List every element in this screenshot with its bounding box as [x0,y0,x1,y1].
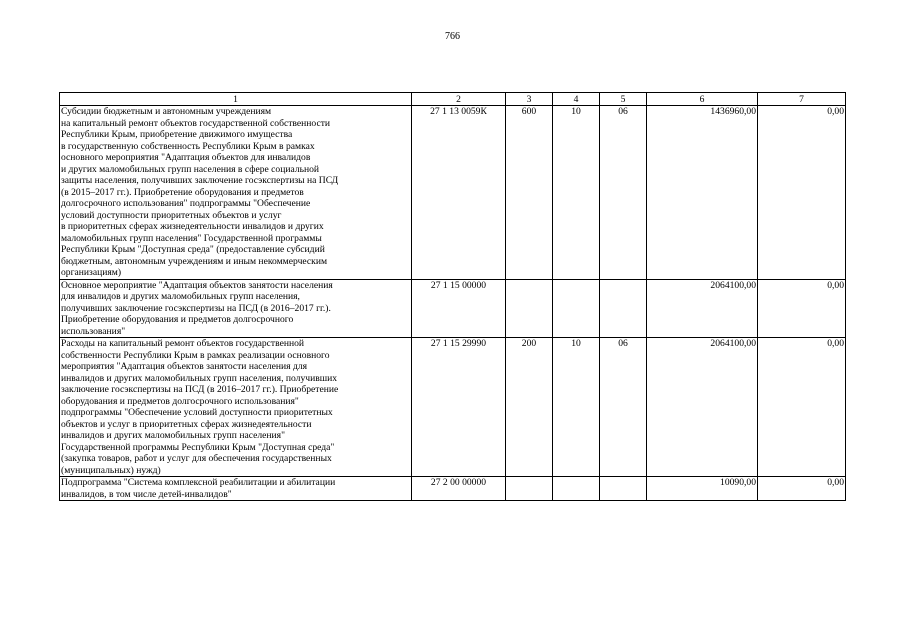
row-code: 27 1 15 00000 [412,279,506,338]
row-code: 27 1 13 0059К [412,106,506,280]
description-line: условий доступности приоритетных объектов и услуг [61,209,282,221]
description-line: инвалидов, в том числе детей-инвалидов" [61,488,232,500]
row-col-7-amount: 0,00 [758,106,846,280]
row-col-3 [506,279,553,338]
header-col-3: 3 [506,93,553,106]
table-row [60,338,846,477]
header-row [60,93,846,106]
description-line: подпрограммы "Обеспечение условий доступности приоритетных [61,407,333,418]
row-col-6-amount: 1436960,00 [647,106,758,280]
description-line: долгосрочного использования" подпрограммы "Обеспечение [61,198,311,209]
row-col-5 [600,279,647,338]
page-number: 766 [445,31,460,42]
row-col-7-amount: 0,00 [758,477,846,501]
table-row [60,279,846,338]
description-line: маломобильных групп населения" Государственной программы [61,232,322,244]
row-col-3: 200 [506,338,553,477]
header-col-5: 5 [600,93,647,106]
description-line: в приоритетных сферах жизнедеятельности инвалидов и других [61,221,324,232]
description-line: Основное мероприятие "Адаптация объектов занятости населения [61,279,333,291]
row-col-6-amount: 2064100,00 [647,279,758,338]
table-row [60,477,846,501]
description-line: получивших заключение госэкспертизы на ПСД (в 2016–2017 гг.). [61,302,331,314]
row-col-7-amount: 0,00 [758,279,846,338]
description-line: собственности Республики Крым в рамках реализации основного [61,349,330,361]
row-col-4: 10 [553,338,600,477]
row-description [60,338,412,477]
description-line: организациям) [61,267,122,278]
description-line: защиты населения, получивших заключение госэкспертизы на ПСД [61,175,339,186]
table-row [60,106,846,280]
description-line: Государственной программы Республики Крым "Доступная среда" [61,441,335,453]
description-line: (в 2015–2017 гг.). Приобретение оборудования и предметов [61,186,304,198]
description-line: мероприятия "Адаптация объектов занятости населения для [61,361,308,372]
row-col-5: 06 [600,106,647,280]
row-col-4 [553,279,600,338]
row-col-3: 600 [506,106,553,280]
row-col-4: 10 [553,106,600,280]
row-code: 27 1 15 29990 [412,338,506,477]
description-line: основного мероприятия "Адаптация объектов для инвалидов [61,152,311,163]
description-line: оборудования и предметов долгосрочного использования" [61,395,299,407]
description-line: инвалидов и других маломобильных групп населения" [61,430,285,441]
description-line: бюджетным, автономным учреждениям и иным некоммерческим [61,255,328,267]
description-line: Подпрограмма "Система комплексной реабилитации и абилитации [61,477,336,488]
description-line: Приобретение оборудования и предметов долгосрочного [61,314,294,325]
description-line: на капитальный ремонт объектов государственной собственности [61,117,331,129]
header-col-1: 1 [60,93,412,106]
row-description [60,477,412,501]
description-line: инвалидов и других маломобильных групп населения, получивших [61,372,338,384]
description-line: Расходы на капитальный ремонт объектов государственной [61,338,305,349]
description-line: использования" [61,325,126,337]
description-line: (муниципальных) нужд) [61,464,161,476]
row-col-6-amount: 10090,00 [647,477,758,501]
description-line: Республики Крым, приобретение движимого имущества [61,129,293,140]
row-description [60,106,412,280]
row-col-5: 06 [600,338,647,477]
row-col-3 [506,477,553,501]
header-col-7: 7 [758,93,846,106]
row-col-5 [600,477,647,501]
description-line: Субсидии бюджетным и автономным учреждениям [61,106,272,117]
header-col-6: 6 [647,93,758,106]
row-col-7-amount: 0,00 [758,338,846,477]
description-line: объектов и услуг в приоритетных сферах жизнедеятельности [61,418,312,430]
budget-table [59,92,846,501]
description-line: Республики Крым "Доступная среда" (предоставление субсидий [61,244,325,255]
description-line: (закупка товаров, работ и услуг для обеспечения государственных [61,453,332,464]
header-col-4: 4 [553,93,600,106]
description-line: и других маломобильных групп населения в сфере социальной [61,163,320,175]
description-line: заключение госэкспертизы на ПСД (в 2016–2017 гг.). Приобретение [61,384,339,395]
description-line: для инвалидов и других маломобильных групп населения, [61,291,300,302]
row-code: 27 2 00 00000 [412,477,506,501]
description-line: в государственную собственность Республики Крым в рамках [61,140,315,152]
row-description [60,279,412,338]
row-col-4 [553,477,600,501]
row-col-6-amount: 2064100,00 [647,338,758,477]
header-col-2: 2 [412,93,506,106]
